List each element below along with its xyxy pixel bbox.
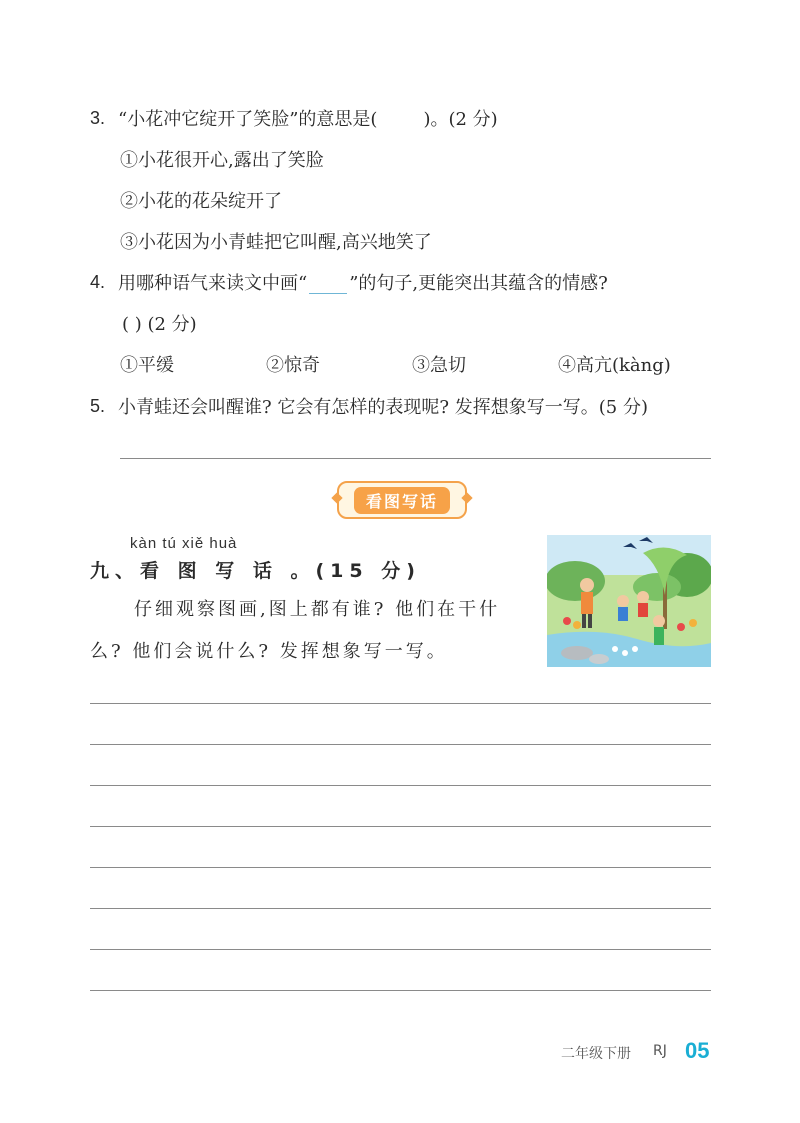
q3-stem-a: “小花冲它绽开了笑脸”的意思是( xyxy=(118,109,378,130)
writing-line-6[interactable] xyxy=(90,908,711,909)
q5-answer-line[interactable] xyxy=(120,458,711,459)
writing-line-1[interactable] xyxy=(90,703,711,704)
q5-stem: 小青蛙还会叫醒谁? 它会有怎样的表现呢? 发挥想象写一写。(5 分) xyxy=(118,397,648,418)
q4-stem-b: ”的句子,更能突出其蕴含的情感? xyxy=(349,273,608,294)
q4-option-1: ①平缓 xyxy=(120,355,174,376)
footer-edition: RJ xyxy=(653,1043,667,1059)
section-badge xyxy=(337,481,467,519)
rock xyxy=(561,646,593,660)
section-badge-label: 看图写话 xyxy=(354,487,450,514)
section9-prompt-line1: 仔细观察图画,图上都有谁? 他们在干什 xyxy=(134,599,501,620)
q5-number: 5. xyxy=(90,396,106,416)
section9-title: 九、看 图 写 话 。(15 分) xyxy=(90,560,421,582)
section9-prompt-line2: 么? 他们会说什么? 发挥想象写一写。 xyxy=(90,641,448,662)
q3-option-3: ③小花因为小青蛙把它叫醒,高兴地笑了 xyxy=(120,232,432,253)
duck xyxy=(612,646,618,652)
q4-stem xyxy=(118,272,608,296)
child-figure-3 xyxy=(653,615,665,645)
child-figure-2 xyxy=(637,591,649,617)
q3-stem xyxy=(118,108,498,132)
q4-option-4: ④高亢(kàng) xyxy=(558,355,671,376)
writing-line-4[interactable] xyxy=(90,826,711,827)
q4-number: 4. xyxy=(90,272,106,292)
child-figure-1 xyxy=(617,595,629,621)
q3-number: 3. xyxy=(90,108,106,128)
tree-left xyxy=(547,561,605,601)
writing-line-3[interactable] xyxy=(90,785,711,786)
q4-option-3: ③急切 xyxy=(412,355,466,376)
q4-answer-paren[interactable]: ( ) (2 分) xyxy=(122,314,197,335)
page-number: 05 xyxy=(685,1038,710,1063)
section9-pinyin: kàn tú xiě huà xyxy=(130,535,238,552)
writing-line-5[interactable] xyxy=(90,867,711,868)
writing-line-2[interactable] xyxy=(90,744,711,745)
flowers xyxy=(563,617,571,625)
q3-stem-b: )。(2 分) xyxy=(423,109,498,130)
q3-option-2: ②小花的花朵绽开了 xyxy=(120,191,282,212)
q3-option-1: ①小花很开心,露出了笑脸 xyxy=(120,150,324,171)
writing-line-8[interactable] xyxy=(90,990,711,991)
writing-line-7[interactable] xyxy=(90,949,711,950)
q4-stem-a: 用哪种语气来读文中画“ xyxy=(118,273,308,294)
park-illustration xyxy=(547,535,711,667)
wavy-underline-sample xyxy=(309,275,347,294)
q4-option-2: ②惊奇 xyxy=(266,355,320,376)
footer-grade: 二年级下册 xyxy=(561,1046,631,1062)
